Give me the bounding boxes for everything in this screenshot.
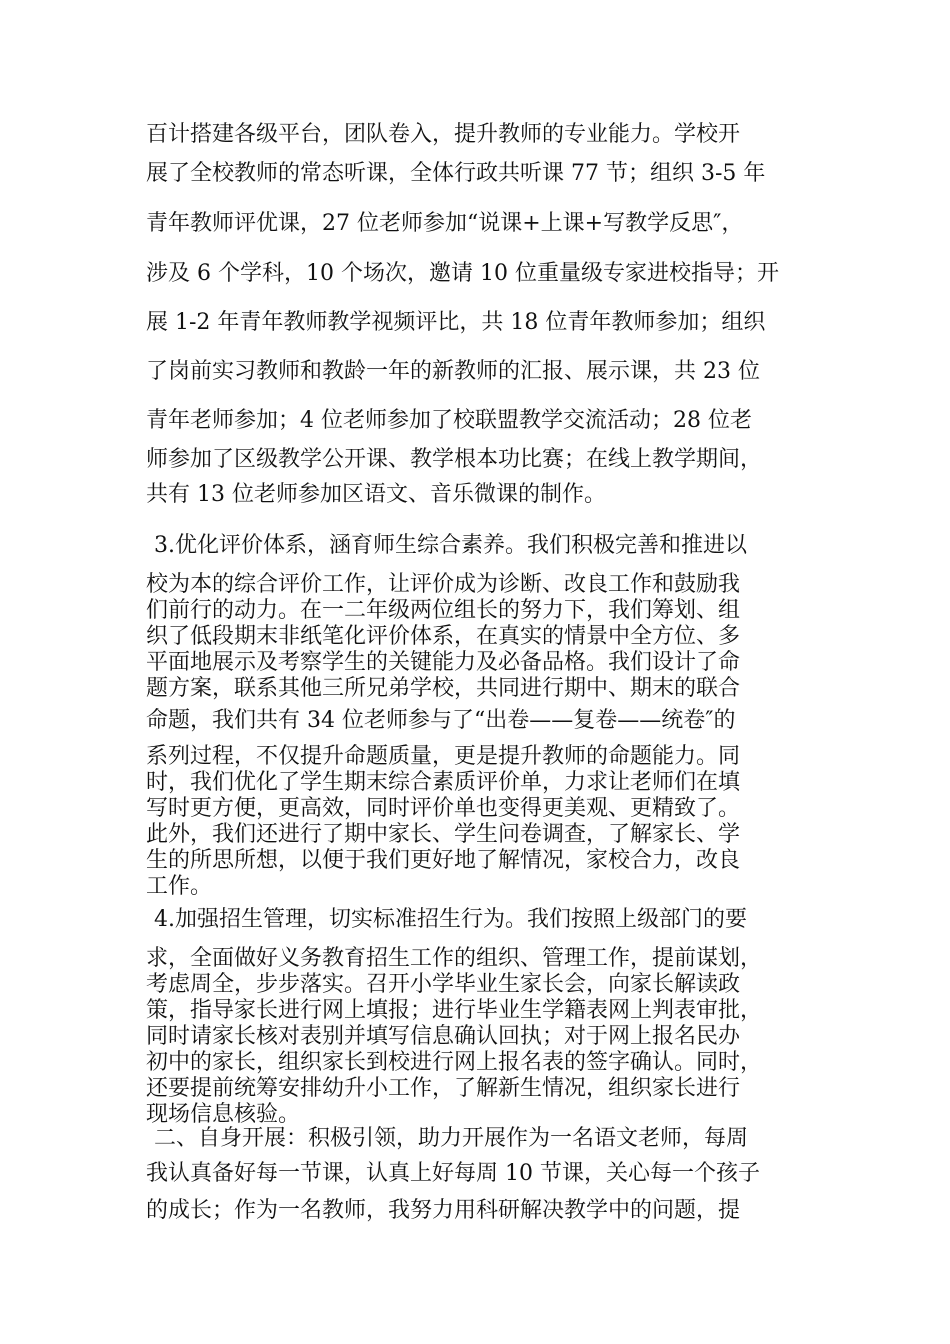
text-line: 展 1-2 年青年教师教学视频评比，共 18 位青年教师参加；组织 [146, 310, 766, 335]
text-line: 涉及 6 个学科，10 个场次，邀请 10 位重量级专家进校指导；开 [146, 261, 779, 286]
text-line: 同时请家长核对表别并填写信息确认回执；对于网上报名民办 [146, 1024, 741, 1049]
text-line: 策，指导家长进行网上填报；进行毕业生学籍表网上判表审批， [146, 998, 763, 1023]
text-line: 了岗前实习教师和教龄一年的新教师的汇报、展示课，共 23 位 [146, 359, 760, 384]
text-line: 现场信息核验。 [146, 1102, 301, 1127]
text-line: 们前行的动力。在一二年级两位组长的努力下，我们筹划、组 [146, 598, 741, 623]
text-line: 织了低段期末非纸笔化评价体系，在真实的情景中全方位、多 [146, 624, 741, 649]
section-heading: 二、自身开展：积极引领，助力开展作为一名语文老师，每周 [154, 1126, 749, 1151]
text-line: 时，我们优化了学生期末综合素质评价单，力求让老师们在填 [146, 770, 741, 795]
text-line: 工作。 [146, 874, 213, 899]
text-line: 初中的家长，组织家长到校进行网上报名表的签字确认。同时， [146, 1050, 763, 1075]
text-line: 还要提前统筹安排幼升小工作，了解新生情况，组织家长进行 [146, 1076, 741, 1101]
text-line: 平面地展示及考察学生的关键能力及必备品格。我们设计了命 [146, 650, 741, 675]
section-heading: 4.加强招生管理，切实标准招生行为。我们按照上级部门的要 [154, 907, 747, 932]
text-line: 生的所思所想，以便于我们更好地了解情况，家校合力，改良 [146, 848, 741, 873]
text-line: 百计搭建各级平台，团队卷入，提升教师的专业能力。学校开 [146, 122, 741, 147]
text-line: 写时更方便，更高效，同时评价单也变得更美观、更精致了。 [146, 796, 741, 821]
text-line: 系列过程，不仅提升命题质量，更是提升教师的命题能力。同 [146, 744, 741, 769]
text-line: 的成长；作为一名教师，我努力用科研解决教学中的问题，提 [146, 1198, 741, 1223]
text-line: 命题，我们共有 34 位老师参与了“出卷——复卷——统卷″的 [146, 708, 736, 733]
text-line: 师参加了区级教学公开课、教学根本功比赛；在线上教学期间， [146, 447, 763, 472]
text-line: 青年老师参加；4 位老师参加了校联盟教学交流活动；28 位老 [146, 408, 752, 433]
text-line: 此外，我们还进行了期中家长、学生问卷调查，了解家长、学 [146, 822, 741, 847]
text-line: 题方案，联系其他三所兄弟学校，共同进行期中、期末的联合 [146, 676, 741, 701]
text-line: 求，全面做好义务教育招生工作的组织、管理工作，提前谋划， [146, 946, 763, 971]
text-line: 共有 13 位老师参加区语文、音乐微课的制作。 [146, 482, 606, 507]
text-line: 我认真备好每一节课，认真上好每周 10 节课，关心每一个孩子 [146, 1161, 760, 1186]
text-line: 考虑周全，步步落实。召开小学毕业生家长会，向家长解读政 [146, 972, 741, 997]
text-line: 展了全校教师的常态听课，全体行政共听课 77 节；组织 3-5 年 [146, 161, 766, 186]
text-line: 青年教师评优课，27 位老师参加“说课+上课+写教学反思″， [146, 211, 744, 236]
section-heading: 3.优化评价体系，涵育师生综合素养。我们积极完善和推进以 [154, 533, 747, 558]
text-line: 校为本的综合评价工作，让评价成为诊断、改良工作和鼓励我 [146, 572, 741, 597]
